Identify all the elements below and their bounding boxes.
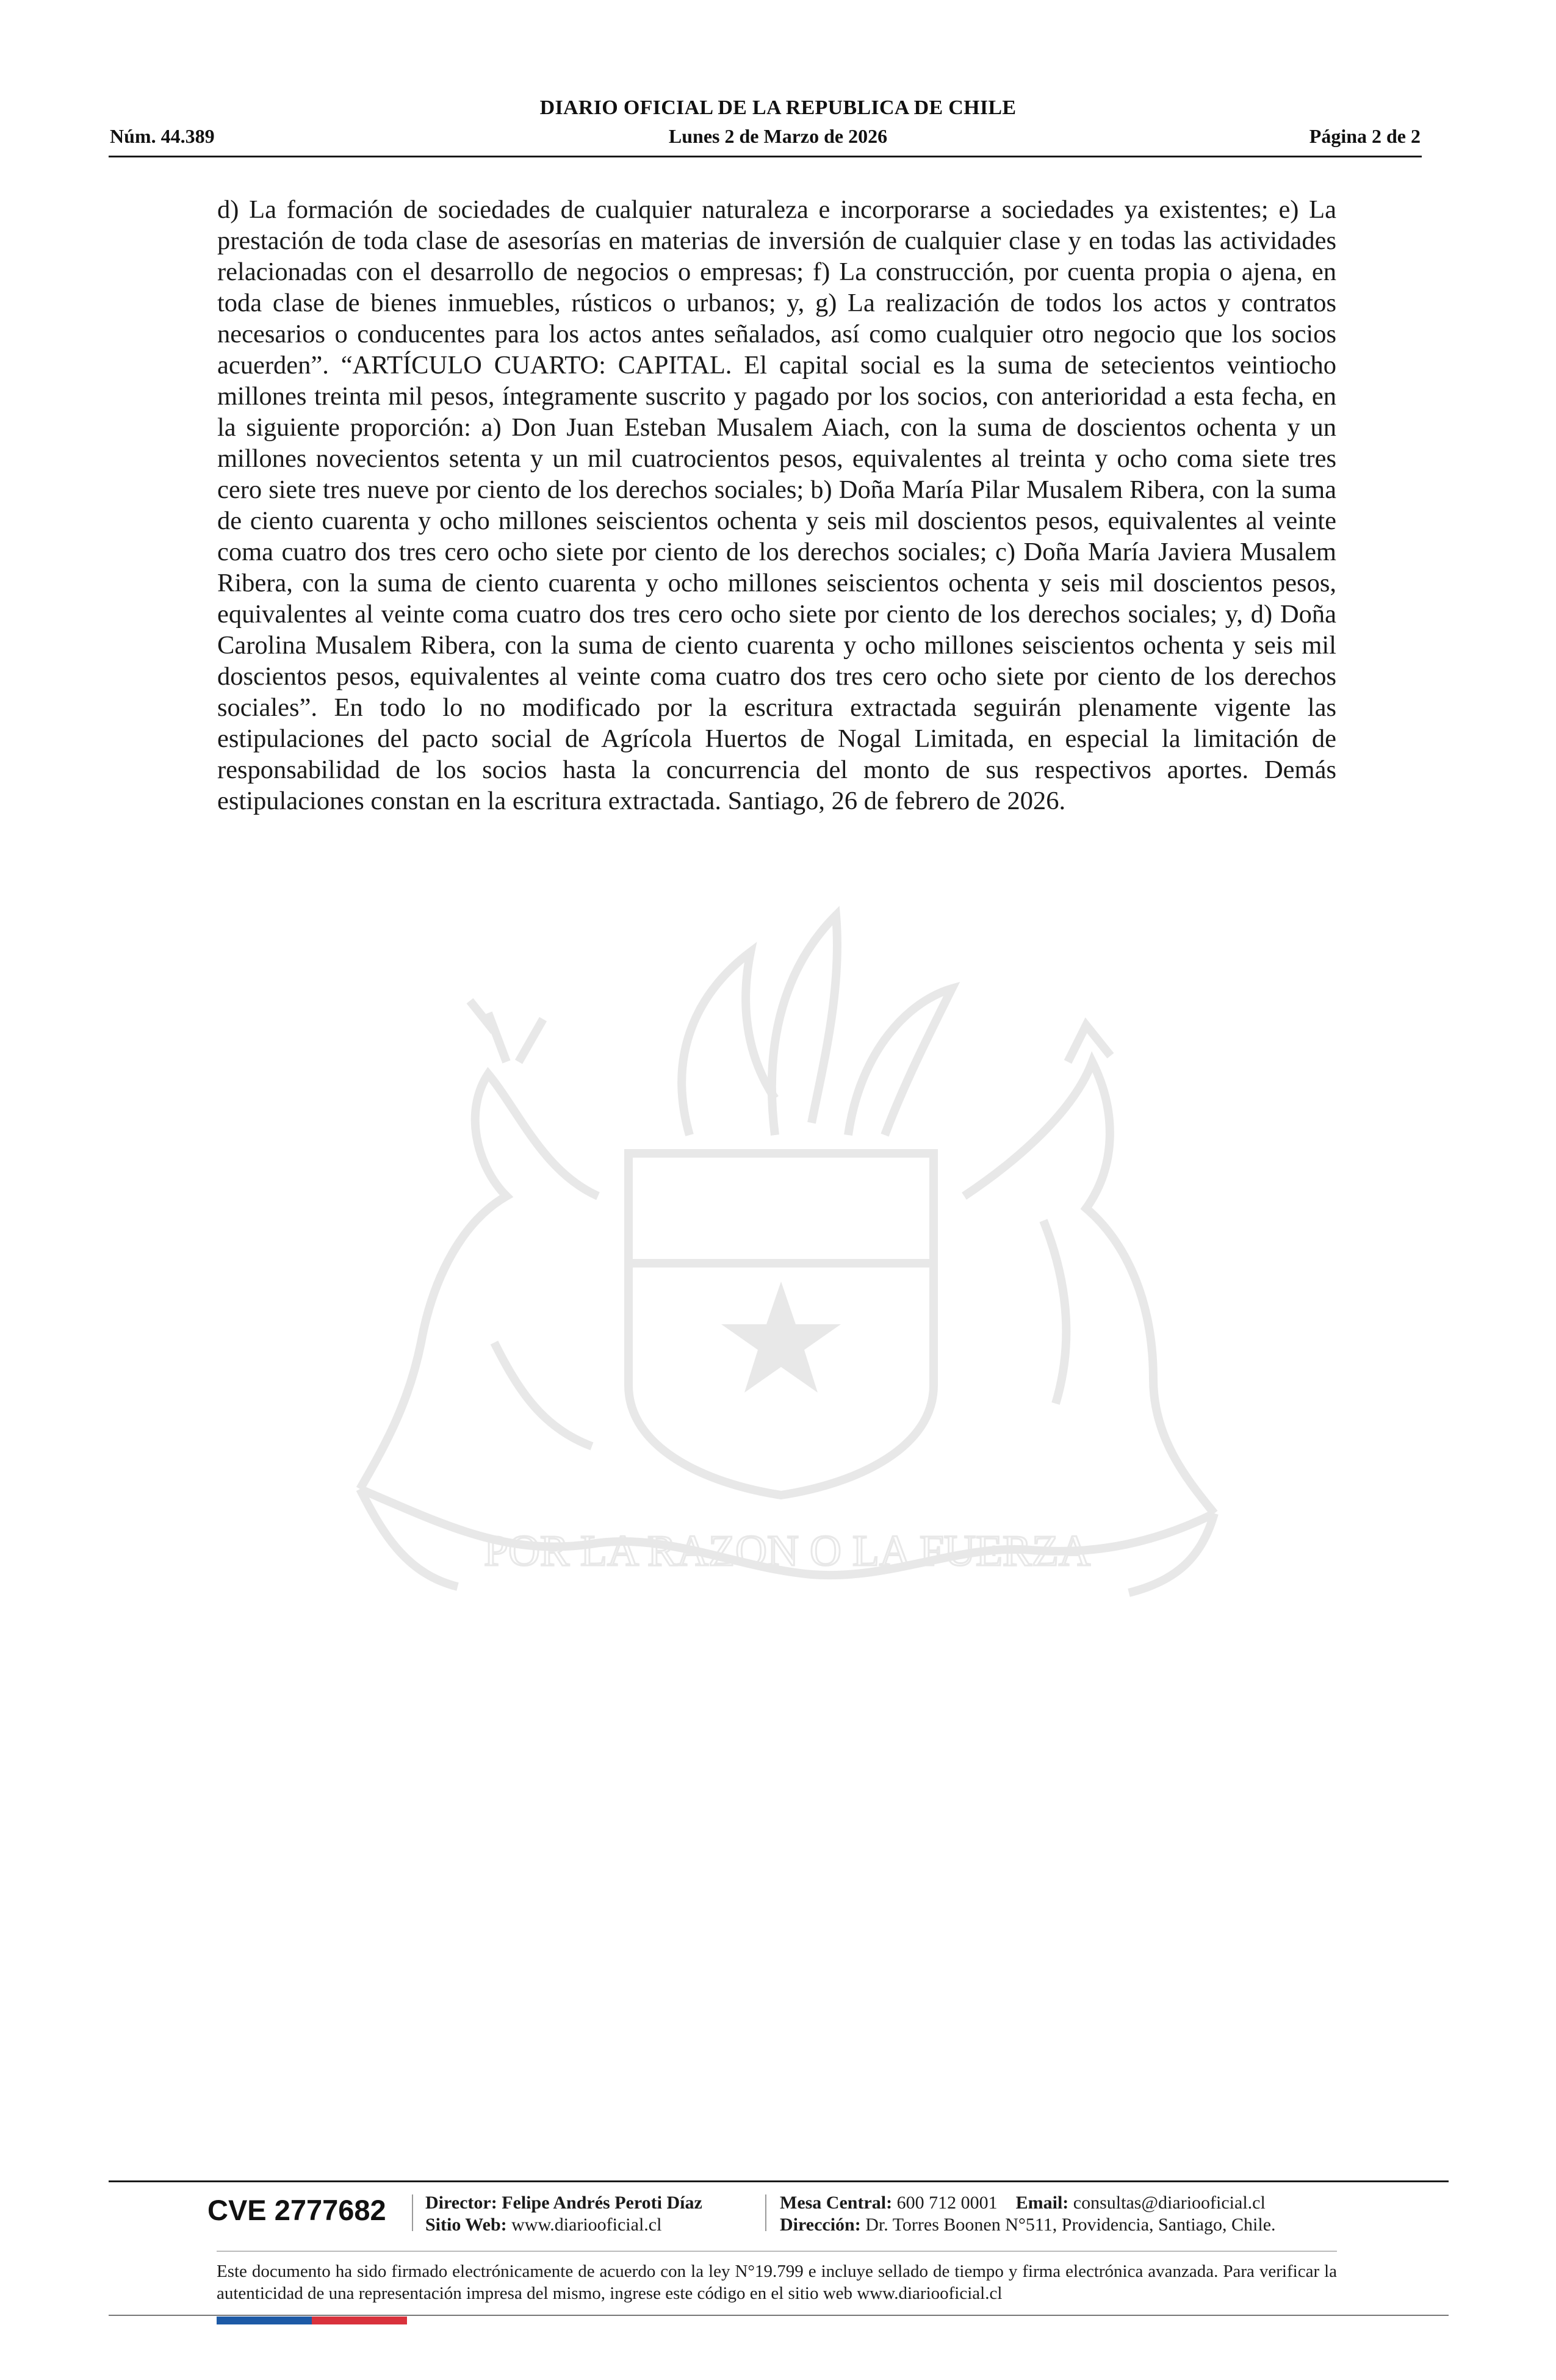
address-label: Dirección: <box>780 2215 861 2235</box>
footer-contact-left <box>425 2192 702 2236</box>
director-name: Felipe Andrés Peroti Díaz <box>502 2193 702 2213</box>
phone-email-line <box>780 2192 1276 2214</box>
seal-motto: POR LA RAZON O LA FUERZA <box>483 1526 1091 1575</box>
document-body: d) La formación de sociedades de cualquier naturaleza e incorporarse a sociedades ya existentes; e) La prestación de toda clase de asesorías en materias de inversión de cualquier clase y en todas las actividades relacionadas con el desarrollo de negocios o empresas; f) La construcción, por cuenta propia o ajena, en toda clase de bienes inmuebles, rústicos o urbanos; y, g) La realización de todos los actos y contratos necesarios o conducentes para los actos antes señalados, así como cualquier otro negocio que los socios acuerden”. “ARTÍCULO CUARTO: CAPITAL. El capital social es la suma de setecientos veintiocho millones treinta mil pesos, íntegramente suscrito y pagado por los socios, con anterioridad a esta fecha, en la siguiente proporción: a) Don Juan Esteban Musalem Aiach, con la suma de doscientos ochenta y un millones novecientos setenta y un mil cuatrocientos pesos, equivalentes al treinta y ocho coma siete tres cero siete tres nueve por ciento de los derechos sociales; b) Doña María Pilar Musalem Ribera, con la suma de ciento cuarenta y ocho millones seiscientos ochenta y seis mil doscientos pesos, equivalentes al veinte coma cuatro dos tres cero ocho siete por ciento de los derechos sociales; c) Doña María Javiera Musalem Ribera, con la suma de ciento cuarenta y ocho millones seiscientos ochenta y seis mil doscientos pesos, equivalentes al veinte coma cuatro dos tres cero ocho siete por ciento de los derechos sociales; y, d) Doña Carolina Musalem Ribera, con la suma de ciento cuarenta y ocho millones seiscientos ochenta y seis mil doscientos pesos, equivalentes al veinte coma cuatro dos tres cero ocho siete por ciento de los derechos sociales”. En todo lo no modificado por la escritura extractada seguirán plenamente vigente las estipulaciones del pacto social de Agrícola Huertos de Nogal Limitada, en especial la limitación de responsabilidad de los socios hasta la concurrencia del monto de sus respectivos aportes. Demás estipulaciones constan en la escritura extractada. Santiago, 26 de febrero de 2026. <box>217 195 1336 815</box>
director-label: Director: <box>425 2193 497 2213</box>
director-line <box>425 2192 702 2214</box>
footer-bottom-divider <box>109 2315 1449 2316</box>
address-line <box>780 2214 1276 2236</box>
footer-separator <box>765 2194 766 2231</box>
website-link[interactable]: www.diariooficial.cl <box>511 2215 662 2235</box>
issue-date: Lunes 2 de Marzo de 2026 <box>668 125 888 147</box>
publication-title: DIARIO OFICIAL DE LA REPUBLICA DE CHILE <box>539 96 1017 119</box>
page-number: Página 2 de 2 <box>1309 125 1421 147</box>
page-header <box>0 0 1556 159</box>
issue-number: Núm. 44.389 <box>110 125 215 147</box>
website-label: Sitio Web: <box>425 2215 507 2235</box>
legal-notice: Este documento ha sido firmado electrónicamente de acuerdo con la ley N°19.799 e incluye sellado de tiempo y firma electrónica avanzada. Para verificar la autenticidad de una representación impresa del mismo, ingrese este código en el sitio web www.diariooficial.cl <box>217 2262 1337 2303</box>
phone-value: 600 712 0001 <box>896 2193 998 2213</box>
website-line <box>425 2214 702 2236</box>
flag-stripe-blue <box>217 2317 312 2324</box>
phone-label: Mesa Central: <box>780 2193 893 2213</box>
flag-stripe-red <box>312 2317 407 2324</box>
chile-coat-of-arms-icon <box>201 879 1355 1697</box>
footer-mid-divider <box>217 2251 1337 2252</box>
cve-code: CVE 2777682 <box>207 2194 386 2226</box>
footer-contact-right <box>780 2192 1276 2236</box>
email-label: Email: <box>1015 2193 1069 2213</box>
header-divider <box>109 156 1422 157</box>
email-link[interactable]: consultas@diariooficial.cl <box>1073 2193 1266 2213</box>
footer-separator <box>412 2194 413 2231</box>
footer-top-divider <box>109 2180 1449 2182</box>
address-value: Dr. Torres Boonen N°511, Providencia, Santiago, Chile. <box>865 2215 1276 2235</box>
